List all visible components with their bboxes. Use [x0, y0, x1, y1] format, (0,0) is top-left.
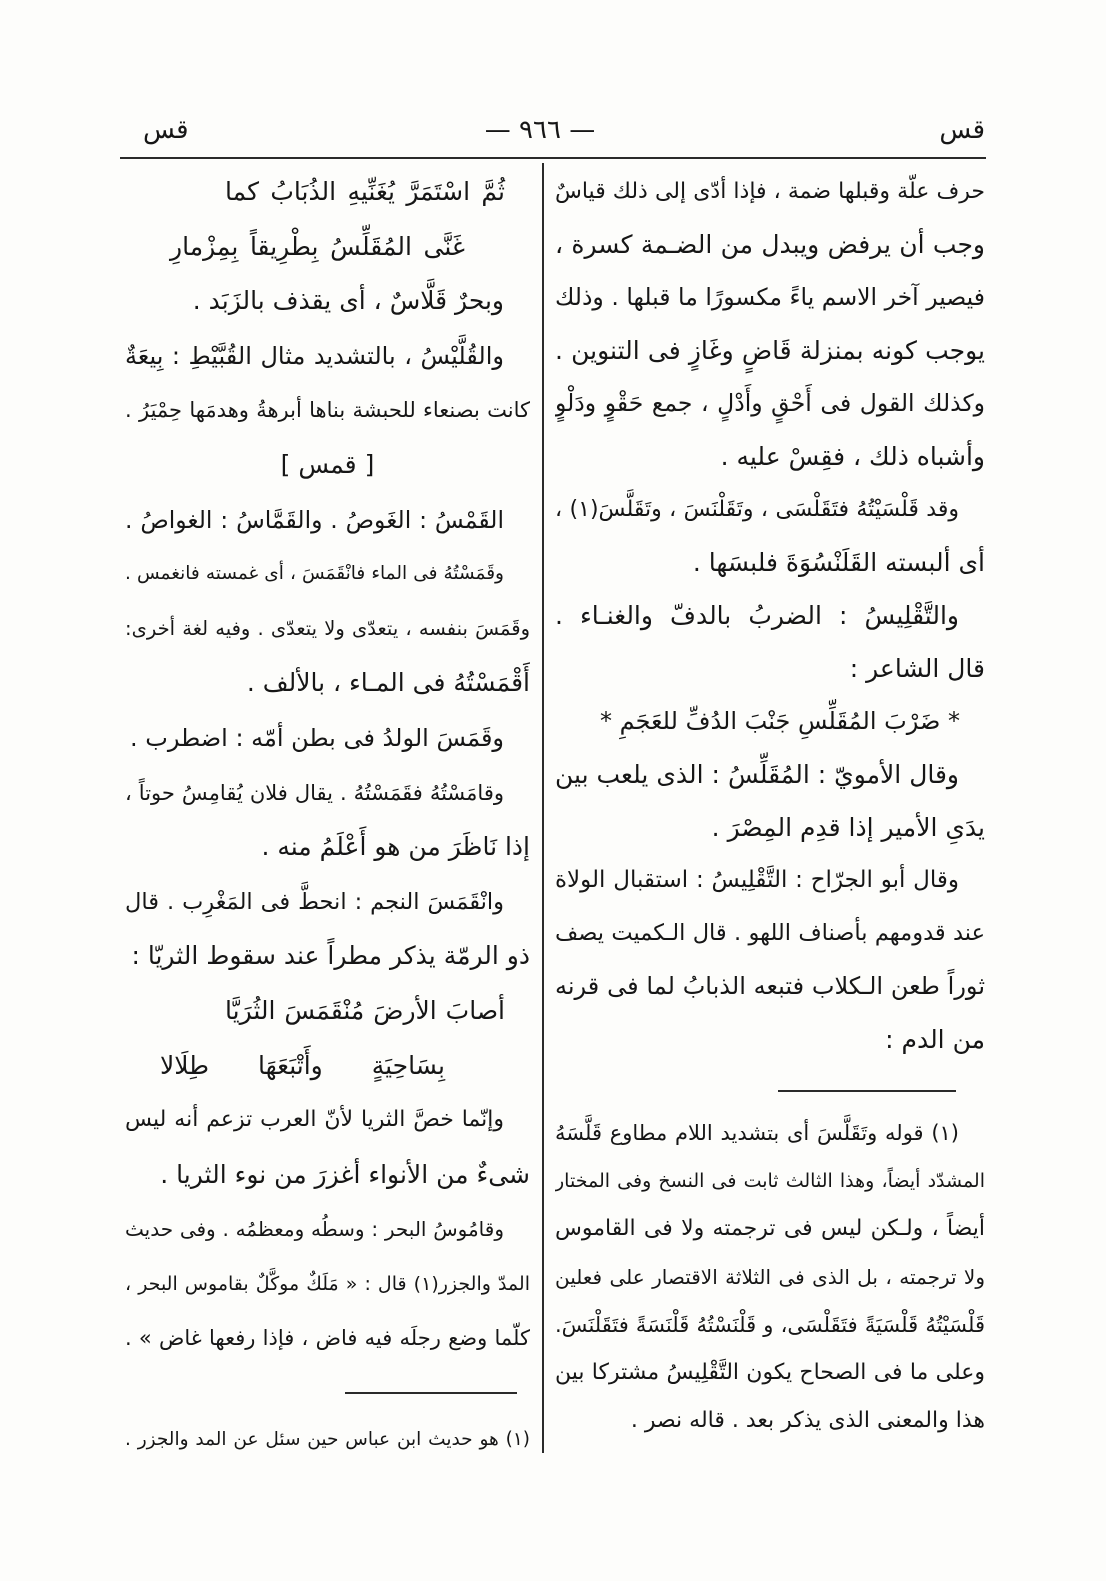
column-divider: [542, 163, 544, 1453]
verse-line: ثُمَّ اسْتَمَرَّ يُغَنِّيهِ الذُبَابُ كما: [225, 177, 505, 206]
verse-line: * ضَرْبَ المُقَلِّسِ جَنْبَ الدُفِّ للعَجَمِ *: [600, 707, 960, 735]
text-line: وبحرٌ قَلَّاسٌ ، أى يقذف بالزَبَد .: [192, 286, 504, 316]
page-number: — ٩٦٦ —: [484, 115, 596, 145]
header-rule: [120, 157, 986, 159]
text-line: فيصير آخر الاسم ياءً مكسورًا ما قبلها . وذلك: [555, 283, 985, 311]
footnote-rule-left: [345, 1392, 517, 1394]
text-line: ذو الرمّة يذكر مطراً عند سقوط الثريّا :: [131, 941, 530, 971]
text-line: كلّما وضع رجلَه فيه فاض ، فإذا رفعها غاض » .: [125, 1326, 530, 1351]
text-line: والقُلَّيْسُ ، بالتشديد مثال القُبَّيْطِ : بِيعَةٌ: [125, 341, 504, 370]
footnote-line: أيضاً ، ولـكن ليس فى ترجمته ولا فى القاموس: [555, 1216, 985, 1241]
text-line: المدّ والجزر(١) قال : « مَلَكٌ موكَّلٌ بقاموس البحر ،: [125, 1272, 530, 1295]
text-line: والتَّقْلِيسُ : الضربُ بالدفّ والغنـاء .: [555, 601, 959, 630]
text-line: يوجب كونه بمنزلة قَاضٍ وغَازٍ فى التنوين .: [555, 336, 985, 365]
right-column: [555, 165, 985, 1066]
footnote-line: المشدّد أيضاً، وهذا الثالث ثابت فى النسخ وفى المختار: [555, 1170, 985, 1192]
text-line: عند قدومهم بأصناف اللهو . قال الـكميت يصف: [555, 920, 985, 946]
running-head-left: قس: [143, 115, 189, 145]
text-line: كانت بصنعاء للحبشة بناها أبرهةُ وهدمَها حِمْيَرُ .: [125, 398, 530, 423]
text-line: شىءٌ من الأنواء أغزرَ من نوء الثريا .: [160, 1159, 530, 1189]
text-line: وقَمَسَ بنفسه ، يتعدّى ولا يتعدّى . وفيه لغة أخرى:: [125, 616, 530, 640]
text-line: وقامَسْتُهُ فقَمَسْتُهُ . يقال فلان يُقامِسُ حوتاً ،: [125, 780, 504, 805]
text-line: حرف علّة وقبلها ضمة ، فإذا أدّى إلى ذلك قياسٌ: [555, 179, 985, 204]
text-line: وأشباه ذلك ، فقِسْ عليه .: [720, 442, 985, 471]
text-line: وكذلك القول فى أَحْقٍ وأَدْلٍ ، جمع حَقْوٍ ودَلْوٍ: [555, 389, 985, 417]
text-line: القَمْسُ : الغَوصُ . والقَمَّاسُ : الغواصُ .: [125, 505, 504, 534]
text-line: أَقْمَسْتُهُ فى المـاء ، بالألف .: [246, 668, 530, 698]
left-footnote: [125, 1416, 530, 1464]
text-line: وقَمَسَ الولدُ فى بطن أمّه : اضطرب .: [129, 723, 504, 752]
text-line: قال الشاعر :: [849, 654, 985, 683]
footnote-line: (١) قوله وتَقَلَّسَ أى بتشديد اللام مطاوع قَلَّسَهُ: [555, 1121, 959, 1145]
text-line: ثوراً طعن الـكلاب فتبعه الذبابُ لما فى قرنه: [555, 972, 985, 1000]
text-line: وقال أبو الجرّاح : التَّقْلِيسُ : استقبال الولاة: [555, 867, 959, 893]
footnote-line: قَلْسَيْتُهُ قَلْسَيَةً فتَقَلْسَى، و قَلْنَسْتُهُ قَلْنَسَةً فتَقَلْنَسَ.: [555, 1313, 985, 1337]
text-line: من الدم :: [885, 1025, 985, 1054]
text-line: يدَىِ الأمير إذا قدِم المِصْرَ .: [711, 813, 985, 842]
running-head-right: قس: [939, 115, 985, 145]
footnote-line: وعلى ما فى الصحاح يكون التَّقْلِيسُ مشتركا بين: [555, 1360, 985, 1385]
text-line: وقامُوسُ البحر : وسطُه ومعظمُه . وفى حديث: [125, 1217, 504, 1242]
text-line: وقد قَلْسَيْتُهُ فتَقَلْسَى ، وتَقَلْنَسَ ، وتَقَلَّسَ(١) ،: [555, 497, 959, 522]
text-line: وقَمَسْتُهُ فى الماء فانْقَمَسَ ، أى غمسته فانغمس .: [125, 563, 504, 585]
text-line: وانْقَمَسَ النجم : انحطَّ فى المَغْرِب . قال: [125, 888, 504, 915]
left-column: [125, 165, 530, 1366]
entry-heading: [ قمس ]: [280, 449, 375, 479]
right-footnote: [555, 1109, 985, 1445]
verse-line: أصابَ الأرضَ مُنْقَمَسَ الثُرَيَّا: [225, 995, 505, 1025]
text-line: وإنّما خصَّ الثريا لأنّ العرب تزعم أنه ليس: [125, 1107, 504, 1133]
verse-line: بِسَاحِيَةٍ وأَتْبَعَهَا طِلَالا: [160, 1050, 445, 1080]
footnote-rule-right: [778, 1090, 956, 1092]
footnote-line: ولا ترجمته ، بل الذى فى الثلاثة الاقتصار على فعلين: [555, 1265, 985, 1289]
text-line: أى ألبسته القَلَنْسُوَةَ فلبسَها .: [692, 548, 985, 577]
footnote-line: هذا والمعنى الذى يذكر بعد . قاله نصر .: [630, 1408, 985, 1433]
text-line: وقال الأمويّ : المُقَلِّسُ : الذى يلعب بين: [555, 760, 959, 789]
text-line: وجب أن يرفض ويبدل من الضـمة كسرة ،: [555, 230, 985, 259]
footnote-line: (١) هو حديث ابن عباس حين سئل عن المد والجزر .: [125, 1429, 530, 1450]
verse-line: غَنَّى المُقَلِّسُ بِطْرِيقاً بِمِزْمارِ: [170, 231, 465, 261]
text-line: إذا نَاظَرَ من هو أَعْلَمُ منه .: [261, 832, 530, 862]
